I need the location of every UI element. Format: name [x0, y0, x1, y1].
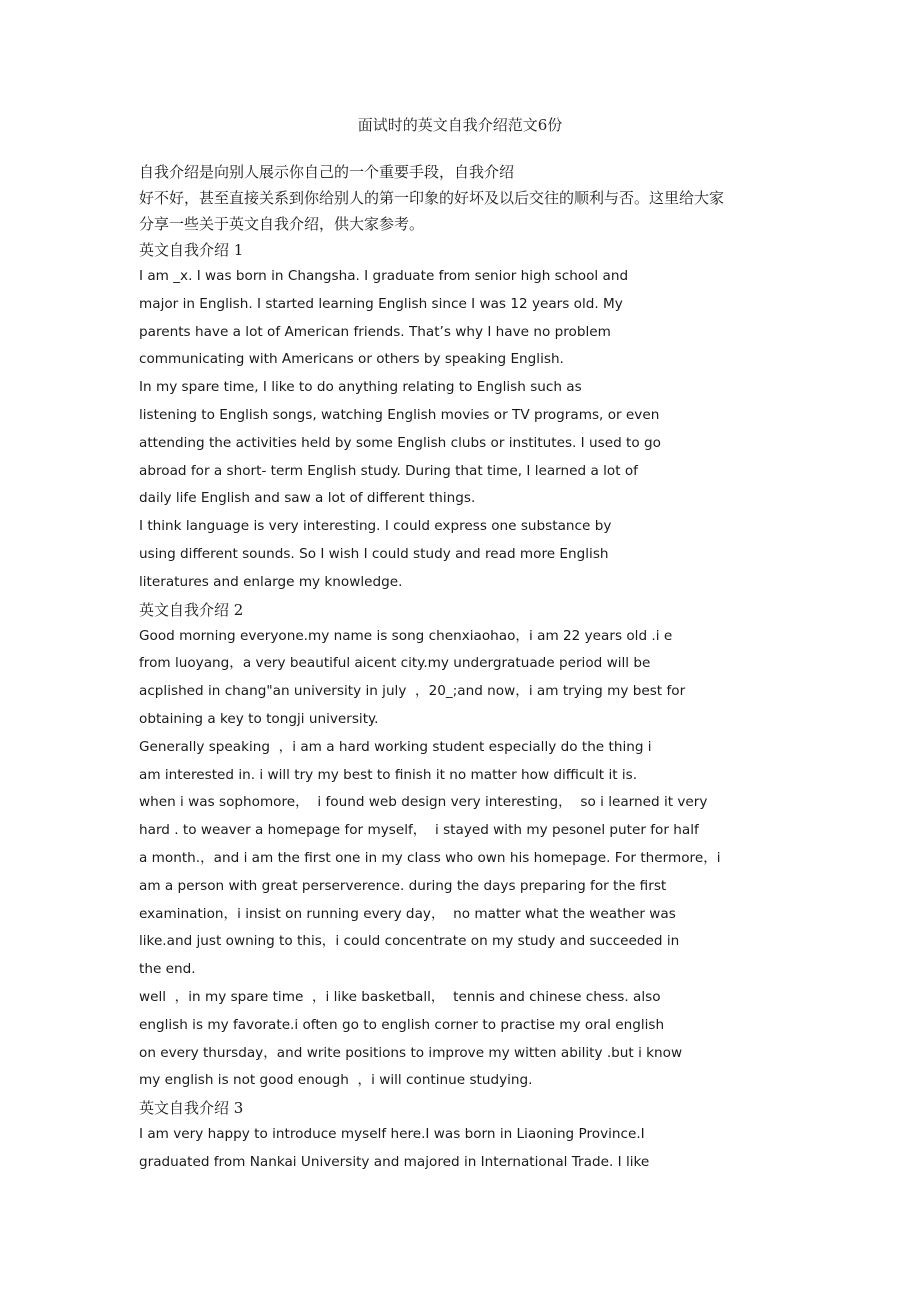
paragraph-line: on every thursday，and write positions to improve my witten ability .but i know [139, 1044, 683, 1061]
paragraph-line: my english is not good enough ，i will continue studying. [139, 1072, 533, 1089]
paragraph-line: when i was sophomore， i found web design very interesting， so i learned it very [139, 794, 708, 811]
intro-line: 分享一些关于英文自我介绍，供大家参考。 [139, 215, 425, 233]
section-heading: 英文自我介绍 1 [139, 241, 244, 259]
intro-line: 好不好，甚至直接关系到你给别人的第一印象的好坏及以后交往的顺利与否。这里给大家 [139, 189, 725, 207]
paragraph-line: using different sounds. So I wish I could study and read more English [139, 545, 609, 562]
section-heading: 英文自我介绍 2 [139, 600, 244, 619]
document-title: 面试时的英文自我介绍范文6份 [357, 116, 563, 134]
paragraph-line: I am _x. I was born in Changsha. I graduate from senior high school and [139, 268, 629, 284]
paragraph-line: Good morning everyone.my name is song chenxiaohao，i am 22 years old .i e [139, 627, 673, 644]
paragraph-line: major in English. I started learning English since I was 12 years old. My [139, 295, 623, 312]
intro-line: 自我介绍是向别人展示你自己的一个重要手段，自我介绍 [139, 163, 515, 181]
paragraph-line: english is my favorate.i often go to english corner to practise my oral english [139, 1016, 665, 1033]
paragraph-line: hard . to weaver a homepage for myself， i stayed with my pesonel puter for half [139, 822, 699, 839]
paragraph-line: daily life English and saw a lot of different things. [139, 490, 476, 507]
paragraph-line: literatures and enlarge my knowledge. [139, 573, 403, 590]
paragraph-line: well ，in my spare time ，i like basketball， tennis and chinese chess. also [139, 988, 661, 1005]
paragraph-line: from luoyang，a very beautiful aicent city.my undergratuade period will be [139, 655, 651, 672]
paragraph-line: listening to English songs, watching English movies or TV programs, or even [139, 406, 660, 423]
paragraph-line: I think language is very interesting. I could express one substance by [139, 518, 612, 535]
document-body [139, 159, 839, 1177]
paragraph-line: parents have a lot of American friends. That’s why I have no problem [139, 323, 611, 340]
paragraph-line: the end. [139, 961, 196, 978]
paragraph-line: a month.，and i am the first one in my class who own his homepage. For thermore，i [139, 849, 721, 866]
paragraph-line: I am very happy to introduce myself here.I was born in Liaoning Province.I [139, 1126, 645, 1143]
paragraph-line: like.and just owning to this，i could concentrate on my study and succeeded in [139, 933, 680, 950]
paragraph-line: attending the activities held by some English clubs or institutes. I used to go [139, 434, 661, 451]
section-heading: 英文自我介绍 3 [139, 1099, 244, 1118]
paragraph-line: examination，i insist on running every day， no matter what the weather was [139, 905, 676, 922]
paragraph-line: In my spare time, I like to do anything relating to English such as [139, 379, 582, 396]
paragraph-line: obtaining a key to tongji university. [139, 710, 379, 727]
paragraph-line: communicating with Americans or others by speaking English. [139, 351, 564, 368]
paragraph-line: am a person with great perserverence. during the days preparing for the first [139, 877, 667, 894]
paragraph-line: graduated from Nankai University and majored in International Trade. I like [139, 1153, 650, 1170]
paragraph-line: abroad for a short- term English study. During that time, I learned a lot of [139, 462, 638, 479]
paragraph-line: acplished in chang"an university in july ，20_;and now，i am trying my best for [139, 683, 686, 700]
paragraph-line: am interested in. i will try my best to finish it no matter how difficult it is. [139, 766, 638, 783]
paragraph-line: Generally speaking ，i am a hard working student especially do the thing i [139, 738, 652, 755]
